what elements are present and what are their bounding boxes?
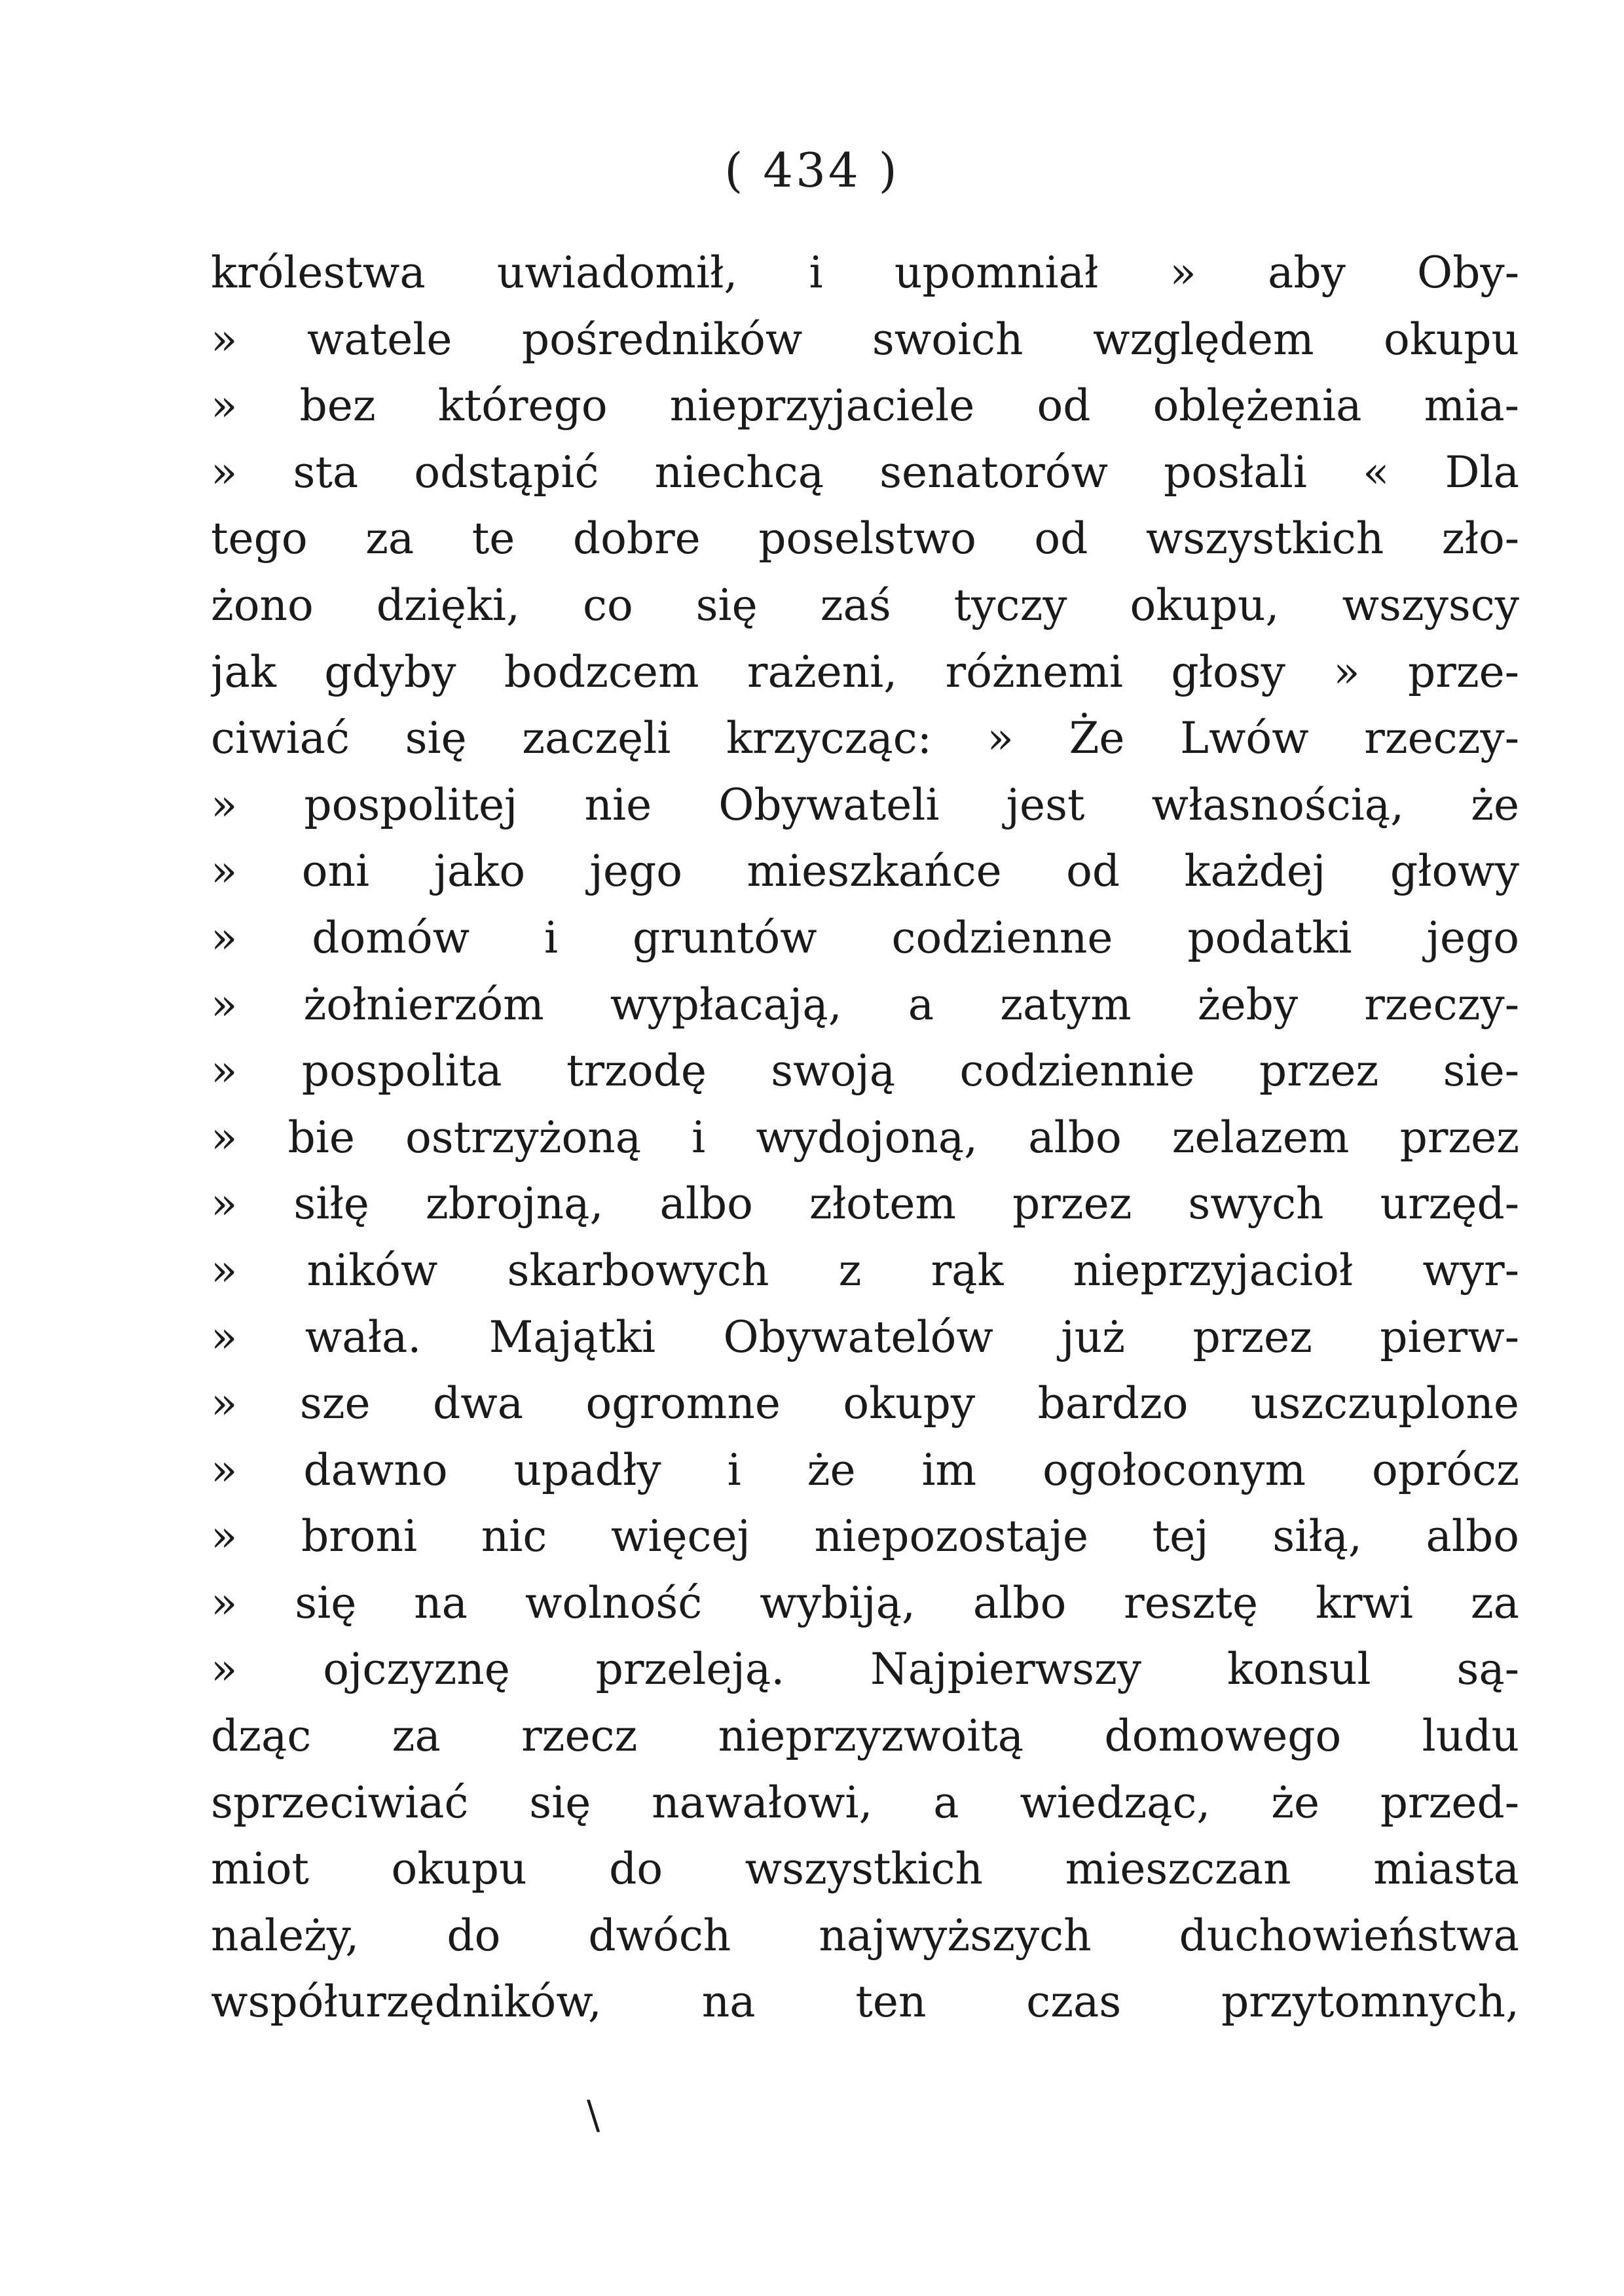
text-line: królestwa uwiadomił, i upomniał » aby Oby- [211, 247, 1519, 298]
page-number: ( 434 ) [724, 143, 900, 198]
text-line: żono dzięki, co się zaś tyczy okupu, wszyscy [211, 579, 1519, 630]
text-line: sprzeciwiać się nawałowi, a wiedząc, że przed- [211, 1777, 1519, 1828]
text-line: » bez którego nieprzyjaciele od oblężenia mia- [211, 380, 1519, 431]
text-line: » broni nic więcej niepozostaje tej siłą, albo [211, 1511, 1519, 1562]
text-line: ciwiać się zaczęli krzycząc: » Że Lwów rzeczy- [211, 713, 1519, 764]
text-line: » ojczyznę przeleją. Najpierwszy konsul są- [211, 1644, 1519, 1695]
text-line: » dawno upadły i że im ogołoconym oprócz [211, 1444, 1519, 1495]
text-line: współurzędników, na ten czas przytomnych, [211, 1977, 1519, 2028]
body-text [211, 240, 1519, 2035]
text-line: » bie ostrzyżoną i wydojoną, albo zelazem przez [211, 1112, 1519, 1163]
text-line: » oni jako jego mieszkańce od każdej głowy [211, 846, 1519, 897]
text-line: » pospolita trzodę swoją codziennie przez sie- [211, 1046, 1519, 1097]
text-line: » wała. Majątki Obywatelów już przez pierw- [211, 1311, 1519, 1362]
text-line: » watele pośredników swoich względem okupu [211, 314, 1519, 365]
text-line: tego za te dobre poselstwo od wszystkich zło- [211, 513, 1519, 564]
text-line: jak gdyby bodzcem rażeni, różnemi głosy » prze- [211, 646, 1519, 697]
text-line: » ników skarbowych z rąk nieprzyjacioł wyr- [211, 1245, 1519, 1296]
text-line: » pospolitej nie Obywateli jest własnością, że [211, 779, 1519, 830]
text-line: » siłę zbrojną, albo złotem przez swych urzęd- [211, 1178, 1519, 1230]
text-line: » żołnierzóm wypłacają, a zatym żeby rzeczy- [211, 979, 1519, 1030]
text-line: miot okupu do wszystkich mieszczan miasta [211, 1844, 1519, 1895]
text-line: dząc za rzecz nieprzyzwoitą domowego ludu [211, 1711, 1519, 1762]
text-line: należy, do dwóch najwyższych duchowieństwa [211, 1910, 1519, 1961]
text-line: » sze dwa ogromne okupy bardzo uszczuplone [211, 1378, 1519, 1429]
text-line: » się na wolność wybiją, albo resztę krwi za [211, 1577, 1519, 1628]
text-line: » domów i gruntów codzienne podatki jego [211, 912, 1519, 963]
stray-mark: \ [587, 2092, 600, 2138]
text-line: » sta odstąpić niechcą senatorów posłali « Dla [211, 446, 1519, 498]
